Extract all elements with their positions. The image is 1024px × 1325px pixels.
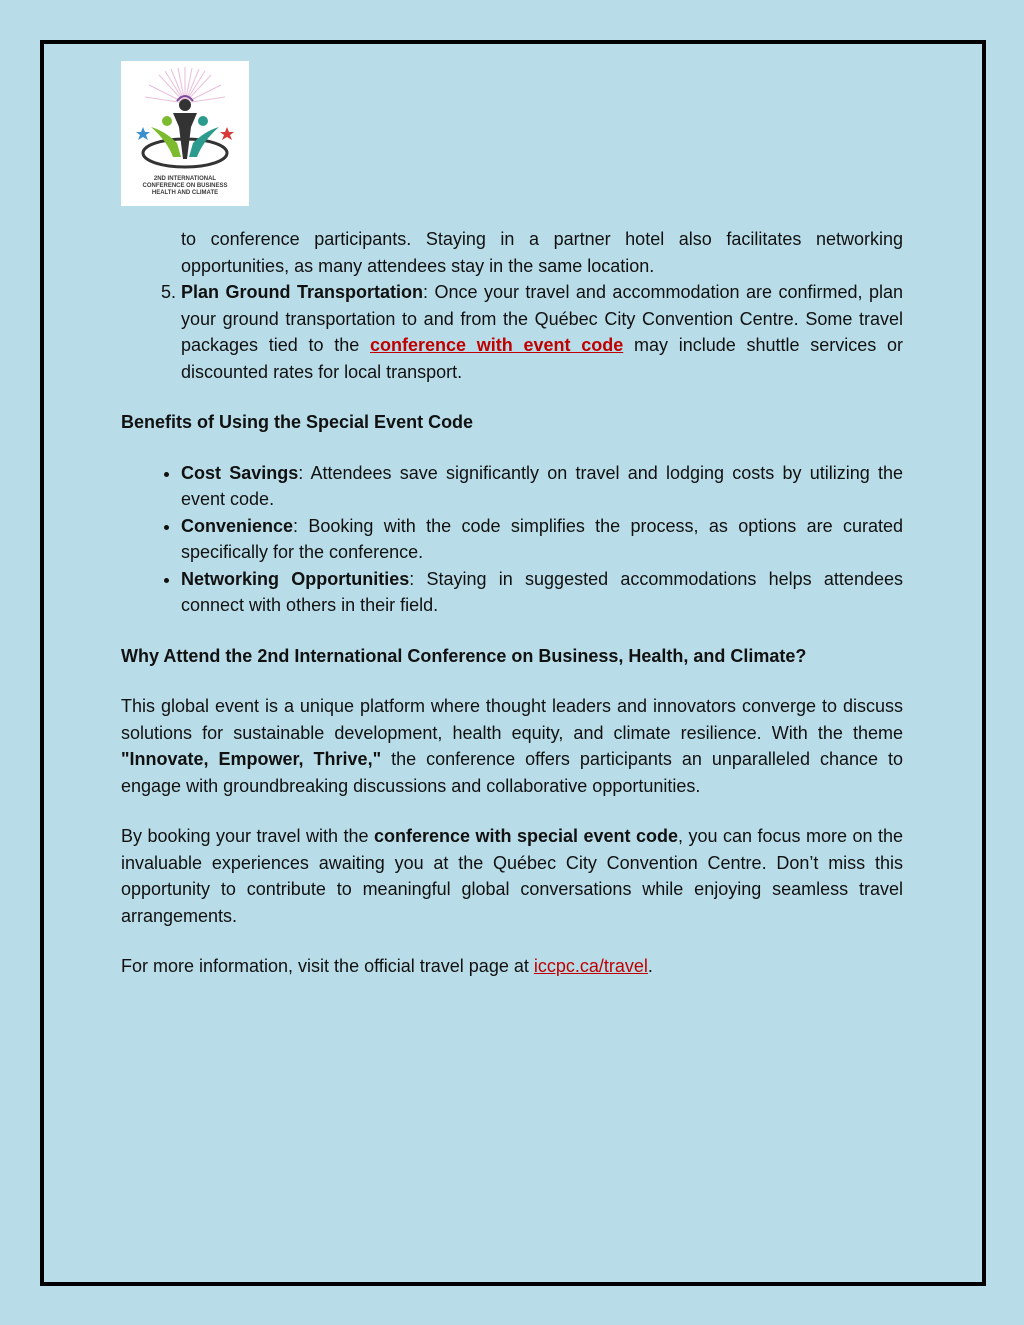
benefit-title: Networking Opportunities bbox=[181, 568, 410, 589]
document-body bbox=[121, 226, 903, 980]
benefits-heading: Benefits of Using the Special Event Code bbox=[121, 412, 474, 432]
para1-after: the conference offers participants an unparalleled chance to engage with groundbreaking discussions and collaborative opportunities. bbox=[121, 749, 903, 796]
benefit-item bbox=[181, 566, 903, 619]
logo-caption-line-1: 2ND INTERNATIONAL bbox=[153, 176, 217, 182]
benefit-item bbox=[181, 513, 903, 566]
benefits-list bbox=[121, 460, 903, 619]
para3-after: . bbox=[647, 956, 653, 976]
logo-emblem-icon bbox=[121, 61, 249, 176]
step-5-text-after-link: may include shuttle services or discounted rates for local transport. bbox=[181, 335, 903, 382]
intro-continuation: to conference participants. Staying in a partner hotel also facilitates networking opportunities, as many attendees stay in the same location. bbox=[181, 229, 903, 276]
benefit-title: Convenience bbox=[181, 515, 294, 536]
step-5-title: Plan Ground Transportation bbox=[181, 282, 423, 302]
travel-page-link[interactable]: iccpc.ca/travel bbox=[533, 956, 648, 976]
logo-caption-line-2: CONFERENCE ON BUSINESS bbox=[142, 183, 228, 189]
benefit-text: : Attendees save significantly on travel and lodging costs by utilizing the event code. bbox=[181, 462, 903, 509]
conference-with-event-code-link[interactable]: conference with event code bbox=[370, 335, 624, 355]
theme-quote: "Innovate, Empower, Thrive," bbox=[121, 749, 382, 769]
steps-list bbox=[121, 279, 903, 385]
special-event-code-phrase: conference with special event code bbox=[373, 826, 678, 846]
benefit-item bbox=[181, 460, 903, 513]
para3-before: For more information, visit the official travel page at bbox=[121, 956, 534, 976]
para2-before: By booking your travel with the bbox=[121, 826, 374, 846]
step-5-item bbox=[181, 279, 903, 385]
why-attend-paragraph-1 bbox=[121, 693, 903, 799]
conference-logo bbox=[121, 61, 249, 206]
benefit-title: Cost Savings bbox=[181, 462, 299, 483]
why-attend-paragraph-2 bbox=[121, 823, 903, 929]
why-attend-heading: Why Attend the 2nd International Conference on Business, Health, and Climate? bbox=[121, 645, 807, 666]
para2-after: , you can focus more on the invaluable experiences awaiting you at the Québec City Convention Centre. Don’t miss this opportunity to contribute to meaningful global conversations while enjoying seamless travel arrangements. bbox=[121, 826, 903, 926]
step-5-text-before-link: : Once your travel and accommodation are confirmed, plan your ground transportation to and from the Québec City Convention Centre. Some travel packages tied to the bbox=[181, 282, 903, 355]
logo-caption bbox=[121, 176, 249, 197]
para1-before: This global event is a unique platform where thought leaders and innovators converge to discuss solutions for sustainable development, health equity, and climate resilience. With the theme bbox=[121, 696, 903, 743]
more-info-paragraph bbox=[121, 953, 903, 980]
logo-caption-line-3: HEALTH AND CLIMATE bbox=[151, 190, 219, 196]
benefit-text: : Staying in suggested accommodations helps attendees connect with others in their field. bbox=[181, 568, 903, 615]
benefit-text: : Booking with the code simplifies the process, as options are curated specifically for the conference. bbox=[181, 515, 903, 562]
